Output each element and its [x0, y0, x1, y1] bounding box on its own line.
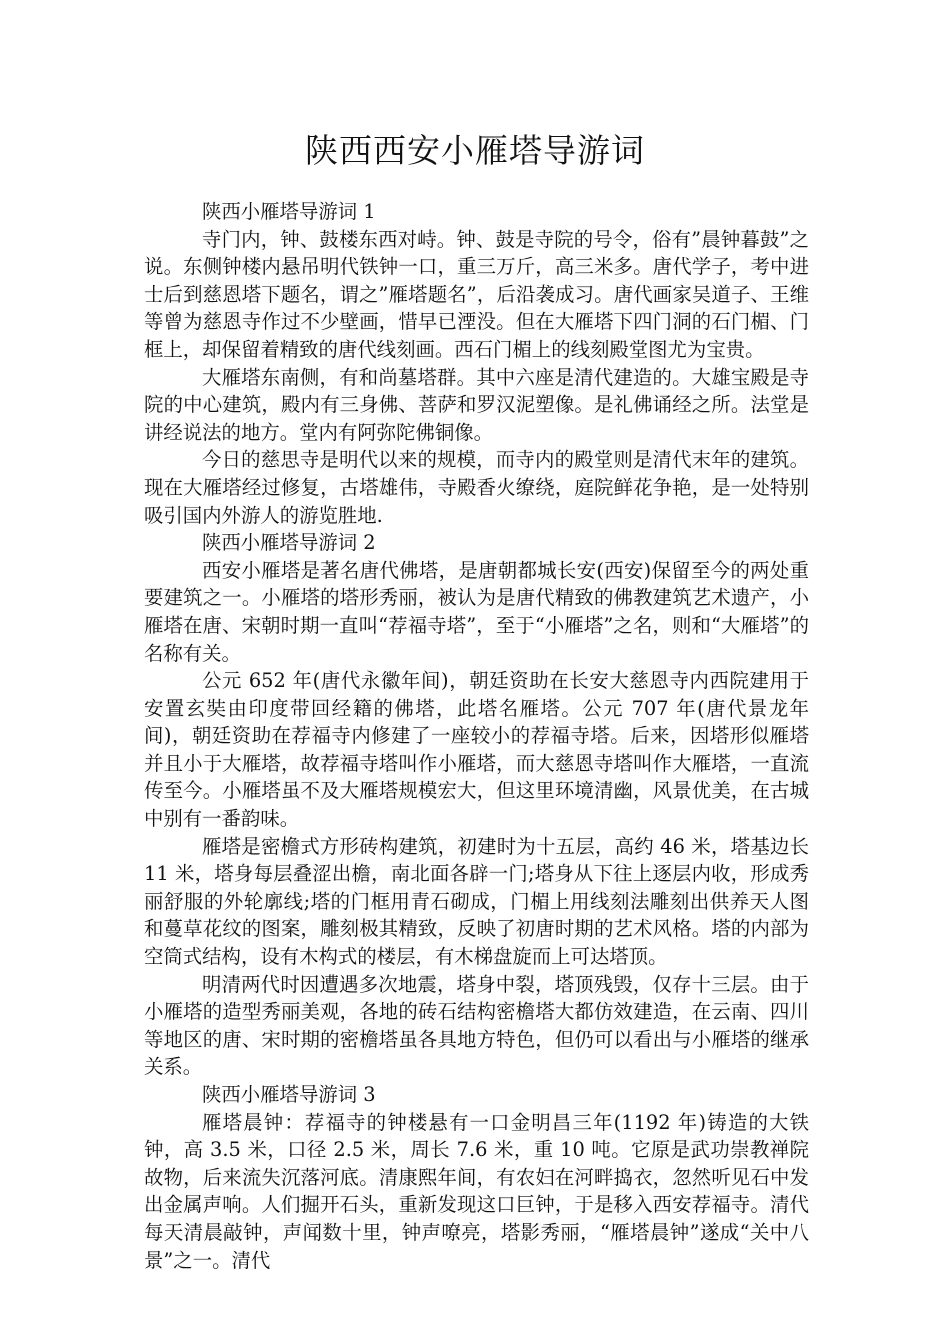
section-1 [144, 198, 809, 529]
paragraph: 大雁塔东南侧，有和尚墓塔群。其中六座是清代建造的。大雄宝殿是寺院的中心建筑，殿内有三身佛、菩萨和罗汉泥塑像。是礼佛诵经之所。法堂是讲经说法的地方。堂内有阿弥陀佛铜像。 [144, 365, 809, 444]
document-title: 陕西西安小雁塔导游词 [305, 131, 645, 170]
paragraph: 寺门内，钟、鼓楼东西对峙。钟、鼓是寺院的号令，俗有”晨钟暮鼓”之说。东侧钟楼内悬吊明代铁钟一口，重三万斤，高三米多。唐代学子，考中进士后到慈恩塔下题名，谓之”雁塔题名”，后沿袭成习。唐代画家吴道子、王维等曾为慈恩寺作过不少壁画，惜早已湮没。但在大雁塔下四门洞的石门楣、门框上，却保留着精致的唐代线刻画。西石门楣上的线刻殿堂图尤为宝贵。 [144, 227, 809, 361]
paragraph: 西安小雁塔是著名唐代佛塔，是唐朝都城长安(西安)保留至今的两处重要建筑之一。小雁塔的塔形秀丽，被认为是唐代精致的佛教建筑艺术遗产，小雁塔在唐、宋朝时期一直叫“荐福寺塔”，至于“小雁塔”之名，则和“大雁塔”的名称有关。 [144, 558, 809, 665]
section-heading: 陕西小雁塔导游词 3 [202, 1083, 376, 1106]
paragraph: 今日的慈思寺是明代以来的规模，而寺内的殿堂则是清代末年的建筑。现在大雁塔经过修复，古塔雄伟，寺殿香火缭绕，庭院鲜花争艳，是一处特别吸引国内外游人的游览胜地. [144, 448, 809, 527]
paragraph: 明清两代时因遭遇多次地震，塔身中裂，塔顶残毁，仅存十三层。由于小雁塔的造型秀丽美观，各地的砖石结构密檐塔大都仿效建造，在云南、四川等地区的唐、宋时期的密檐塔虽各具地方特色，但仍可以看出与小雁塔的继承关系。 [144, 972, 809, 1079]
document-body [144, 198, 809, 1274]
paragraph: 雁塔是密檐式方形砖构建筑，初建时为十五层，高约 46 米，塔基边长 11 米，塔身每层叠涩出檐，南北面各辟一门;塔身从下往上逐层内收，形成秀丽舒服的外轮廓线;塔的门框用青石砌成，门楣上用线刻法雕刻出供养天人图和蔓草花纹的图案，雕刻极其精致，反映了初唐时期的艺术风格。塔的内部为空筒式结构，设有木构式的楼层，有木梯盘旋而上可达塔顶。 [144, 834, 809, 969]
section-heading: 陕西小雁塔导游词 2 [202, 531, 376, 555]
paragraph: 公元 652 年(唐代永徽年间)，朝廷资助在长安大慈恩寺内西院建用于安置玄奘由印度带回经籍的佛塔，此塔名雁塔。公元 707 年(唐代景龙年间)，朝廷资助在荐福寺内修建了一座较小的荐福寺塔。后来，因塔形似雁塔并且小于大雁塔，故荐福寺塔叫作小雁塔，而大慈恩寺塔叫作大雁塔，一直流传至今。小雁塔虽不及大雁塔规模宏大，但这里环境清幽，风景优美，在古城中别有一番韵味。 [144, 669, 809, 831]
section-heading: 陕西小雁塔导游词 1 [202, 200, 376, 223]
section-2 [144, 529, 809, 1081]
section-3 [144, 1081, 809, 1274]
paragraph: 雁塔晨钟：荐福寺的钟楼悬有一口金明昌三年(1192 年)铸造的大铁钟，高 3.5 米，口径 2.5 米，周长 7.6 米，重 10 吨。它原是武功崇教禅院故物，后来流失沉落河底。清康熙年间，有农妇在河畔捣衣，忽然听见石中发出金属声响。人们掘开石头，重新发现这口巨钟，于是移入西安荐福寺。清代每天清晨敲钟，声闻数十里，钟声嘹亮，塔影秀丽，“雁塔晨钟”遂成“关中八景”之一。清代 [144, 1110, 809, 1272]
